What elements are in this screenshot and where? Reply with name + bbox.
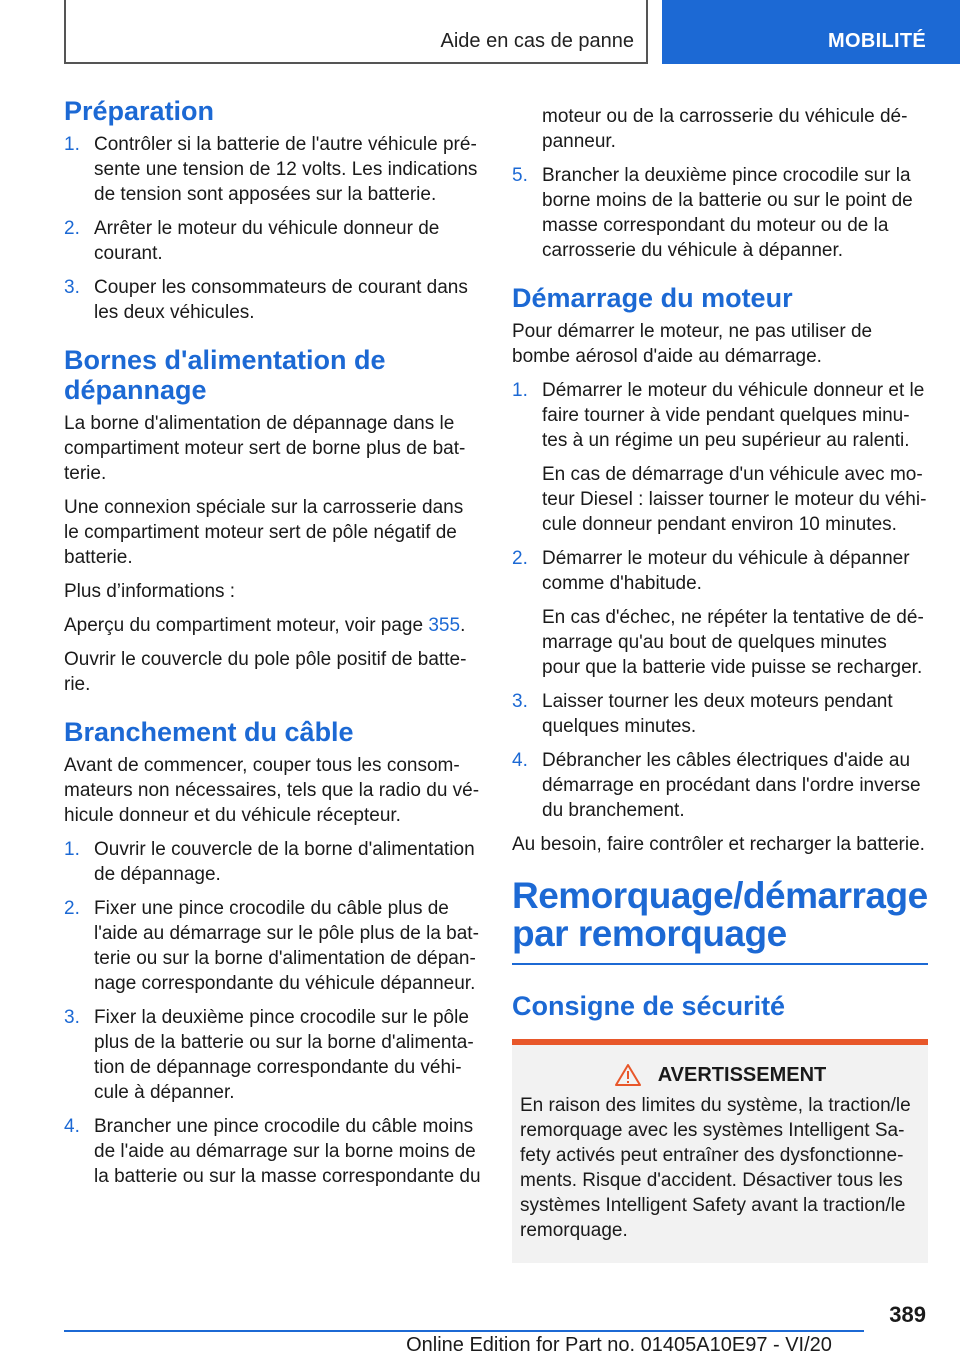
step-number: 2. bbox=[64, 218, 80, 239]
bornes-paragraph-1: La borne d'alimentation de dépannage dans le compartiment moteur sert de borne plus de batterie. bbox=[64, 413, 466, 484]
page-number: 389 bbox=[889, 1302, 926, 1327]
branchement-steps-continued bbox=[512, 163, 928, 263]
heading-preparation: Préparation bbox=[64, 96, 215, 126]
list-item bbox=[64, 216, 482, 266]
step-text: Brancher une pince crocodile du câble moins de l'aide au démarrage sur la borne moins de la batterie ou sur la masse correspondante du bbox=[94, 1116, 481, 1187]
step-subtext: En cas de démarrage d'un véhicule avec moteur Diesel : laisser tourner le moteur du véhicule donneur pendant environ 10 minutes. bbox=[542, 464, 927, 535]
step-number: 2. bbox=[64, 898, 80, 919]
list-item bbox=[64, 132, 482, 207]
footer-edition: Online Edition for Part no. 01405A10E97 - VI/20 bbox=[406, 1334, 832, 1356]
step-text: Débrancher les câbles électriques d'aide au démarrage en procédant dans l'ordre inverse du branchement. bbox=[542, 750, 921, 821]
step-number: 3. bbox=[64, 1007, 80, 1028]
demarrage-steps bbox=[512, 378, 928, 823]
left-column bbox=[64, 96, 482, 1198]
list-item bbox=[64, 275, 482, 325]
section-divider bbox=[512, 963, 928, 965]
header-section-title: Aide en cas de panne bbox=[440, 30, 634, 52]
step-text: Ouvrir le couvercle de la borne d'alimentation de dépannage. bbox=[94, 839, 475, 885]
list-item bbox=[512, 378, 928, 537]
reference-text: Aperçu du compartiment moteur, voir page bbox=[64, 615, 429, 636]
continuation-text: moteur ou de la carrosserie du véhicule dépanneur. bbox=[542, 106, 908, 152]
list-item bbox=[512, 748, 928, 823]
list-item bbox=[512, 163, 928, 263]
step-number: 4. bbox=[512, 750, 528, 771]
warning-text: En raison des limites du système, la traction/le remorquage avec les systèmes Intelligent Safety activés peut entraîner des dysfonctionnements. Risque d'accident. Désactiver tous les systèmes Intelligent Safety avant la traction/le remorquage. bbox=[520, 1095, 911, 1241]
step-number: 3. bbox=[64, 277, 80, 298]
footer-divider bbox=[64, 1330, 864, 1332]
list-item bbox=[512, 546, 928, 680]
preparation-steps bbox=[64, 132, 482, 325]
demarrage-intro: Pour démarrer le moteur, ne pas utiliser de bombe aérosol d'aide au démarrage. bbox=[512, 321, 873, 367]
step-text: Fixer une pince crocodile du câble plus de l'aide au démarrage sur le pôle plus de la batterie ou sur la borne d'alimentation de dépannage correspondante du véhicule dépanneur. bbox=[94, 898, 479, 994]
page-reference-link[interactable]: 355 bbox=[428, 615, 461, 636]
bornes-paragraph-5: Ouvrir le couvercle du pole pôle positif de batterie. bbox=[64, 649, 467, 695]
step-text: Arrêter le moteur du véhicule donneur de courant. bbox=[94, 218, 440, 264]
right-column bbox=[512, 104, 928, 1263]
heading-bornes: Bornes d'alimentation de dépannage bbox=[64, 345, 386, 405]
heading-demarrage: Démarrage du moteur bbox=[512, 283, 793, 313]
step-number: 1. bbox=[64, 134, 80, 155]
step-text: Contrôler si la batterie de l'autre véhicule présente une tension de 12 volts. Les indications de tension sont apposées sur la batterie. bbox=[94, 134, 478, 205]
step-text: Laisser tourner les deux moteurs pendant quelques minutes. bbox=[542, 691, 893, 737]
step-number: 5. bbox=[512, 165, 528, 186]
step-text: Fixer la deuxième pince crocodile sur le pôle plus de la batterie ou sur la borne d'alimentation de dépannage correspondante du véhicule à dépanner. bbox=[94, 1007, 474, 1103]
list-item bbox=[64, 1114, 482, 1189]
list-item bbox=[64, 837, 482, 887]
heading-consigne: Consigne de sécurité bbox=[512, 991, 786, 1021]
bornes-paragraph-4 bbox=[64, 613, 482, 638]
warning-box bbox=[512, 1039, 928, 1263]
demarrage-outro: Au besoin, faire contrôler et recharger la batterie. bbox=[512, 834, 925, 855]
step-text: Démarrer le moteur du véhicule à dépanner comme d'habitude. bbox=[542, 548, 910, 594]
step-subtext: En cas d'échec, ne répéter la tentative de démarrage qu'au bout de quelques minutes pour que la batterie vide puisse se recharger. bbox=[542, 607, 924, 678]
step-number: 3. bbox=[512, 691, 528, 712]
step-number: 1. bbox=[512, 380, 528, 401]
step-number: 4. bbox=[64, 1116, 80, 1137]
step-text: Couper les consommateurs de courant dans les deux véhicules. bbox=[94, 277, 468, 323]
heading-remorquage: Remorquage/démarrage par remorquage bbox=[512, 875, 928, 954]
step-number: 1. bbox=[64, 839, 80, 860]
reference-end: . bbox=[460, 615, 466, 636]
list-item bbox=[64, 1005, 482, 1105]
list-item bbox=[512, 689, 928, 739]
step-number: 2. bbox=[512, 548, 528, 569]
warning-header bbox=[520, 1063, 920, 1087]
header-chapter-title: MOBILITÉ bbox=[828, 30, 926, 52]
warning-triangle-icon bbox=[614, 1063, 642, 1087]
branchement-intro: Avant de commencer, couper tous les consommateurs non nécessaires, tels que la radio du véhicule donneur et du véhicule récepteur. bbox=[64, 755, 480, 826]
header-chapter-tab bbox=[662, 0, 960, 64]
bornes-paragraph-2: Une connexion spéciale sur la carrosserie dans le compartiment moteur sert de pôle négatif de batterie. bbox=[64, 497, 464, 568]
step-text: Démarrer le moteur du véhicule donneur et le faire tourner à vide pendant quelques minutes à un régime un peu supérieur au ralenti. bbox=[542, 380, 925, 451]
list-item bbox=[64, 896, 482, 996]
warning-label: AVERTISSEMENT bbox=[657, 1063, 827, 1086]
bornes-paragraph-3: Plus d’informations : bbox=[64, 581, 236, 602]
step-text: Brancher la deuxième pince crocodile sur la borne moins de la batterie ou sur le point de masse correspondant du moteur ou de la carrosserie du véhicule à dépanner. bbox=[542, 165, 913, 261]
header-section-box bbox=[64, 0, 648, 64]
branchement-steps bbox=[64, 837, 482, 1189]
heading-branchement: Branchement du câble bbox=[64, 717, 354, 747]
